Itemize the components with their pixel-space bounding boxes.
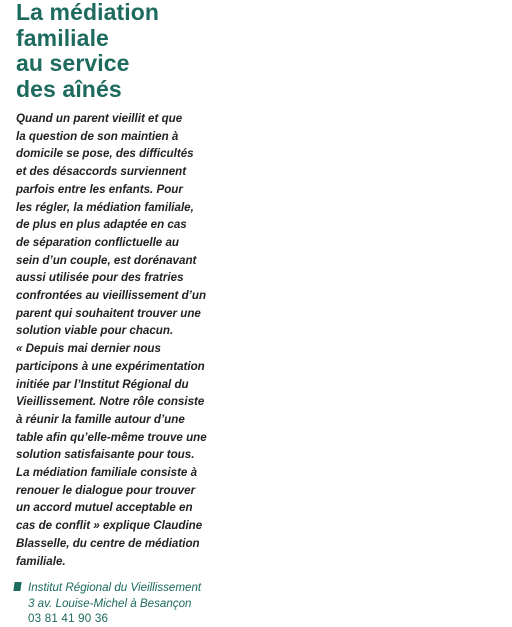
- contact-address: 3 av. Louise-Michel à Besançon: [28, 596, 192, 610]
- body-line: et des désaccords surviennent: [16, 165, 187, 179]
- body-line: de plus en plus adaptée en cas: [16, 218, 187, 232]
- contact-lines: [28, 580, 248, 627]
- article-body: [16, 110, 226, 570]
- body-line: un accord mutuel acceptable en: [16, 501, 193, 515]
- body-line: cas de conflit » explique Claudine: [16, 519, 203, 533]
- article-title: [16, 0, 159, 102]
- title-line: La médiation: [16, 0, 160, 25]
- body-line: les régler, la médiation familiale,: [16, 200, 194, 214]
- body-line: aussi utilisée pour des fratries: [16, 271, 184, 285]
- body-line: sein d’un couple, est dorénavant: [16, 253, 197, 267]
- body-line: Blasselle, du centre de médiation: [16, 536, 200, 550]
- body-line: renouer le dialogue pour trouver: [16, 483, 196, 497]
- body-line: de séparation conflictuelle au: [16, 235, 179, 249]
- title-line: au service: [16, 50, 130, 76]
- square-bullet-icon: [13, 582, 21, 591]
- body-line: domicile se pose, des difficultés: [16, 147, 194, 161]
- body-line: à réunir la famille autour d’une: [16, 412, 185, 426]
- body-line: parfois entre les enfants. Pour: [16, 182, 183, 196]
- title-line: familiale: [16, 24, 109, 51]
- body-line: confrontées au vieillissement d’un: [16, 289, 207, 303]
- contact-organization: Institut Régional du Vieillissement: [28, 581, 202, 594]
- body-line: solution viable pour chacun.: [16, 324, 174, 338]
- body-line: parent qui souhaitent trouver une: [16, 306, 201, 320]
- body-line: participons à une expérimentation: [16, 359, 205, 373]
- body-line: table afin qu’elle-même trouve une: [16, 430, 207, 444]
- body-line: initiée par l’Institut Régional du: [16, 377, 189, 391]
- contact-phone: 03 81 41 90 36: [28, 612, 109, 625]
- body-line: solution satisfaisante pour tous.: [16, 448, 195, 462]
- body-line: Vieillissement. Notre rôle consiste: [16, 395, 205, 409]
- body-line: Quand un parent vieillit et que: [16, 112, 183, 125]
- title-line: des aînés: [16, 75, 122, 102]
- body-line: « Depuis mai dernier nous: [16, 342, 161, 356]
- body-line: La médiation familiale consiste à: [16, 466, 198, 480]
- body-line: la question de son maintien à: [16, 129, 179, 143]
- body-line: familiale.: [16, 554, 66, 568]
